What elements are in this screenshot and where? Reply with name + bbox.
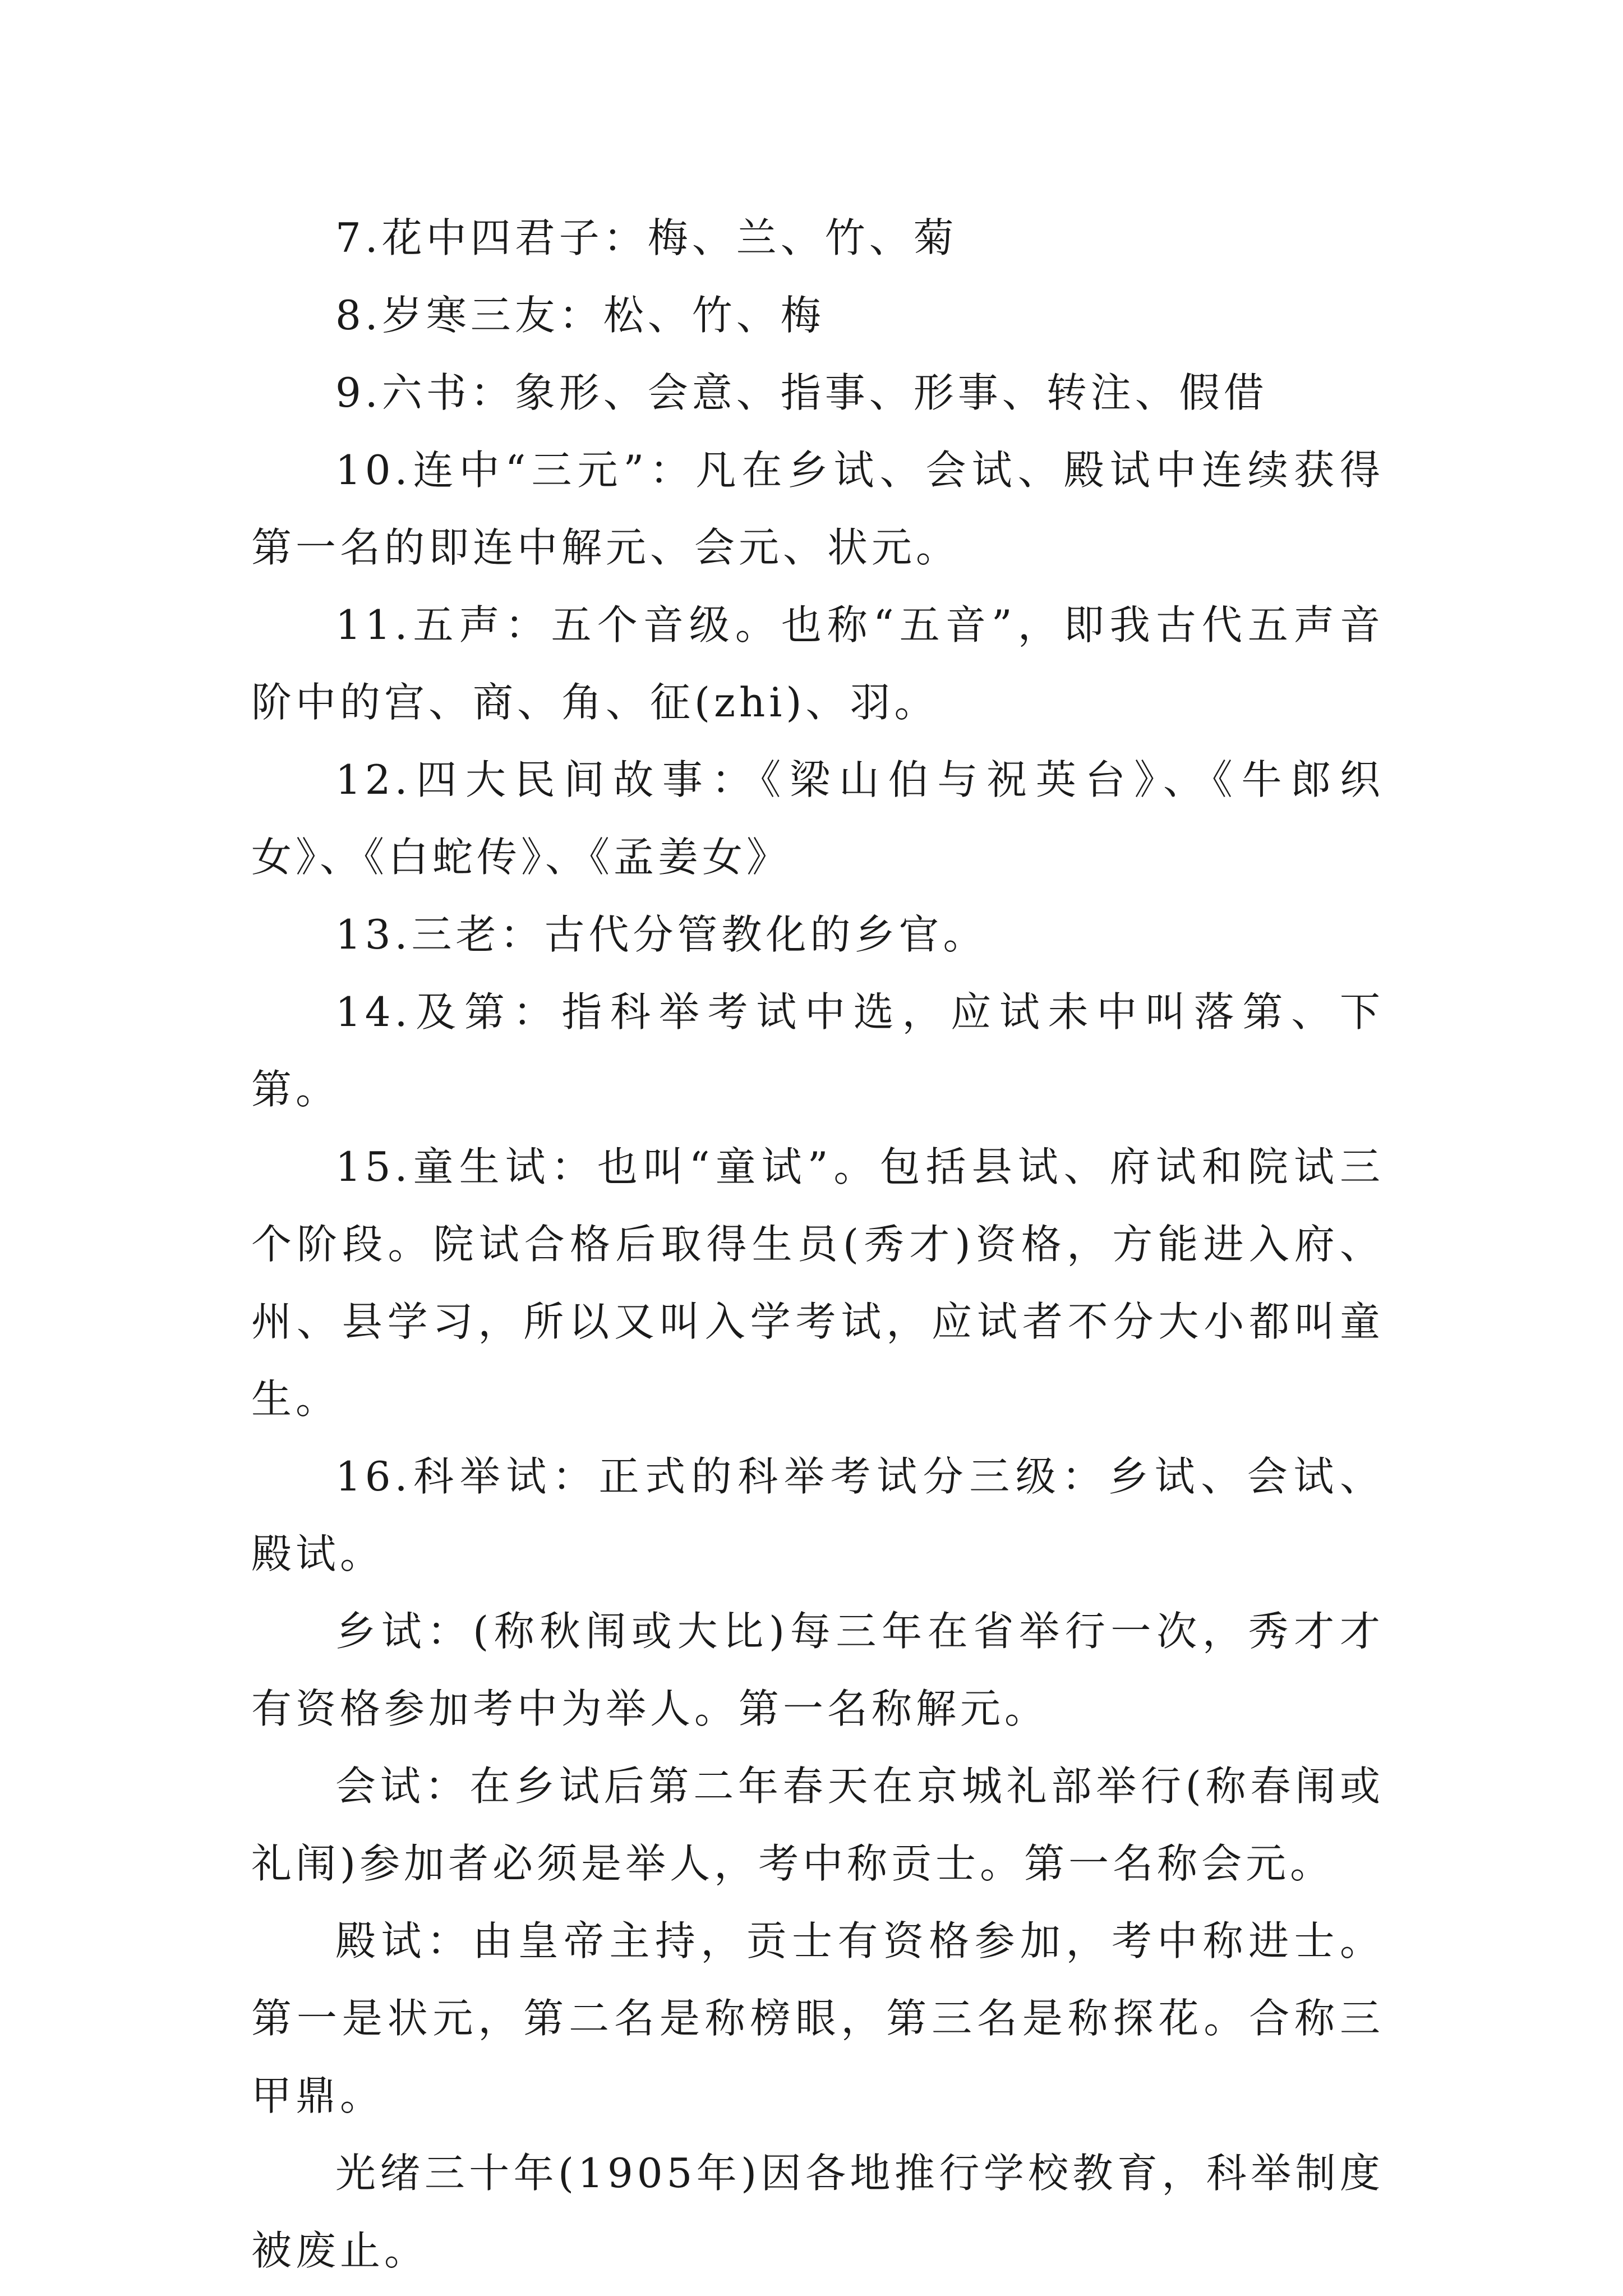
paragraph-16-ke-ju-shi: 16.科举试：正式的科举考试分三级：乡试、会试、殿试。 xyxy=(251,1453,1384,1577)
paragraph-15-tong-sheng-shi: 15.童生试：也叫“童试”。包括县试、府试和院试三个阶段。院试合格后取得生员(秀才)资格，方能进入府、州、县学习，所以又叫入学考试，应试者不分大小都叫童生。 xyxy=(251,1143,1384,1423)
paragraph-hui-shi: 会试：在乡试后第二年春天在京城礼部举行(称春闱或礼闱)参加者必须是举人，考中称贡士。第一名称会元。 xyxy=(251,1763,1384,1887)
paragraph-14-ji-di: 14.及第：指科举考试中选，应试未中叫落第、下第。 xyxy=(251,988,1384,1113)
paragraph-xiang-shi: 乡试：(称秋闱或大比)每三年在省举行一次，秀才才有资格参加考中为举人。第一名称解元。 xyxy=(251,1608,1384,1732)
paragraph-9-six-scripts: 9.六书：象形、会意、指事、形事、转注、假借 xyxy=(335,369,1268,416)
paragraph-8-three-friends: 8.岁寒三友：松、竹、梅 xyxy=(335,292,825,339)
paragraph-11-five-tones: 11.五声：五个音级。也称“五音”，即我古代五声音阶中的宫、商、角、征(zhi)、羽。 xyxy=(251,601,1384,726)
paragraph-7-four-gentlemen: 7.花中四君子：梅、兰、竹、菊 xyxy=(335,214,958,261)
paragraph-dian-shi: 殿试：由皇帝主持，贡士有资格参加，考中称进士。第一是状元，第二名是称榜眼，第三名是称探花。合称三甲鼎。 xyxy=(251,1917,1384,2119)
paragraph-12-folk-tales: 12.四大民间故事：《梁山伯与祝英台》、《牛郎织女》、《白蛇传》、《孟姜女》 xyxy=(251,756,1384,881)
document-body xyxy=(251,199,1384,2289)
paragraph-10-three-firsts: 10.连中“三元”：凡在乡试、会试、殿试中连续获得第一名的即连中解元、会元、状元。 xyxy=(251,447,1384,571)
paragraph-abolition: 光绪三十年(1905年)因各地推行学校教育，科举制度被废止。 xyxy=(251,2150,1384,2274)
paragraph-13-san-lao: 13.三老：古代分管教化的乡官。 xyxy=(335,911,988,958)
